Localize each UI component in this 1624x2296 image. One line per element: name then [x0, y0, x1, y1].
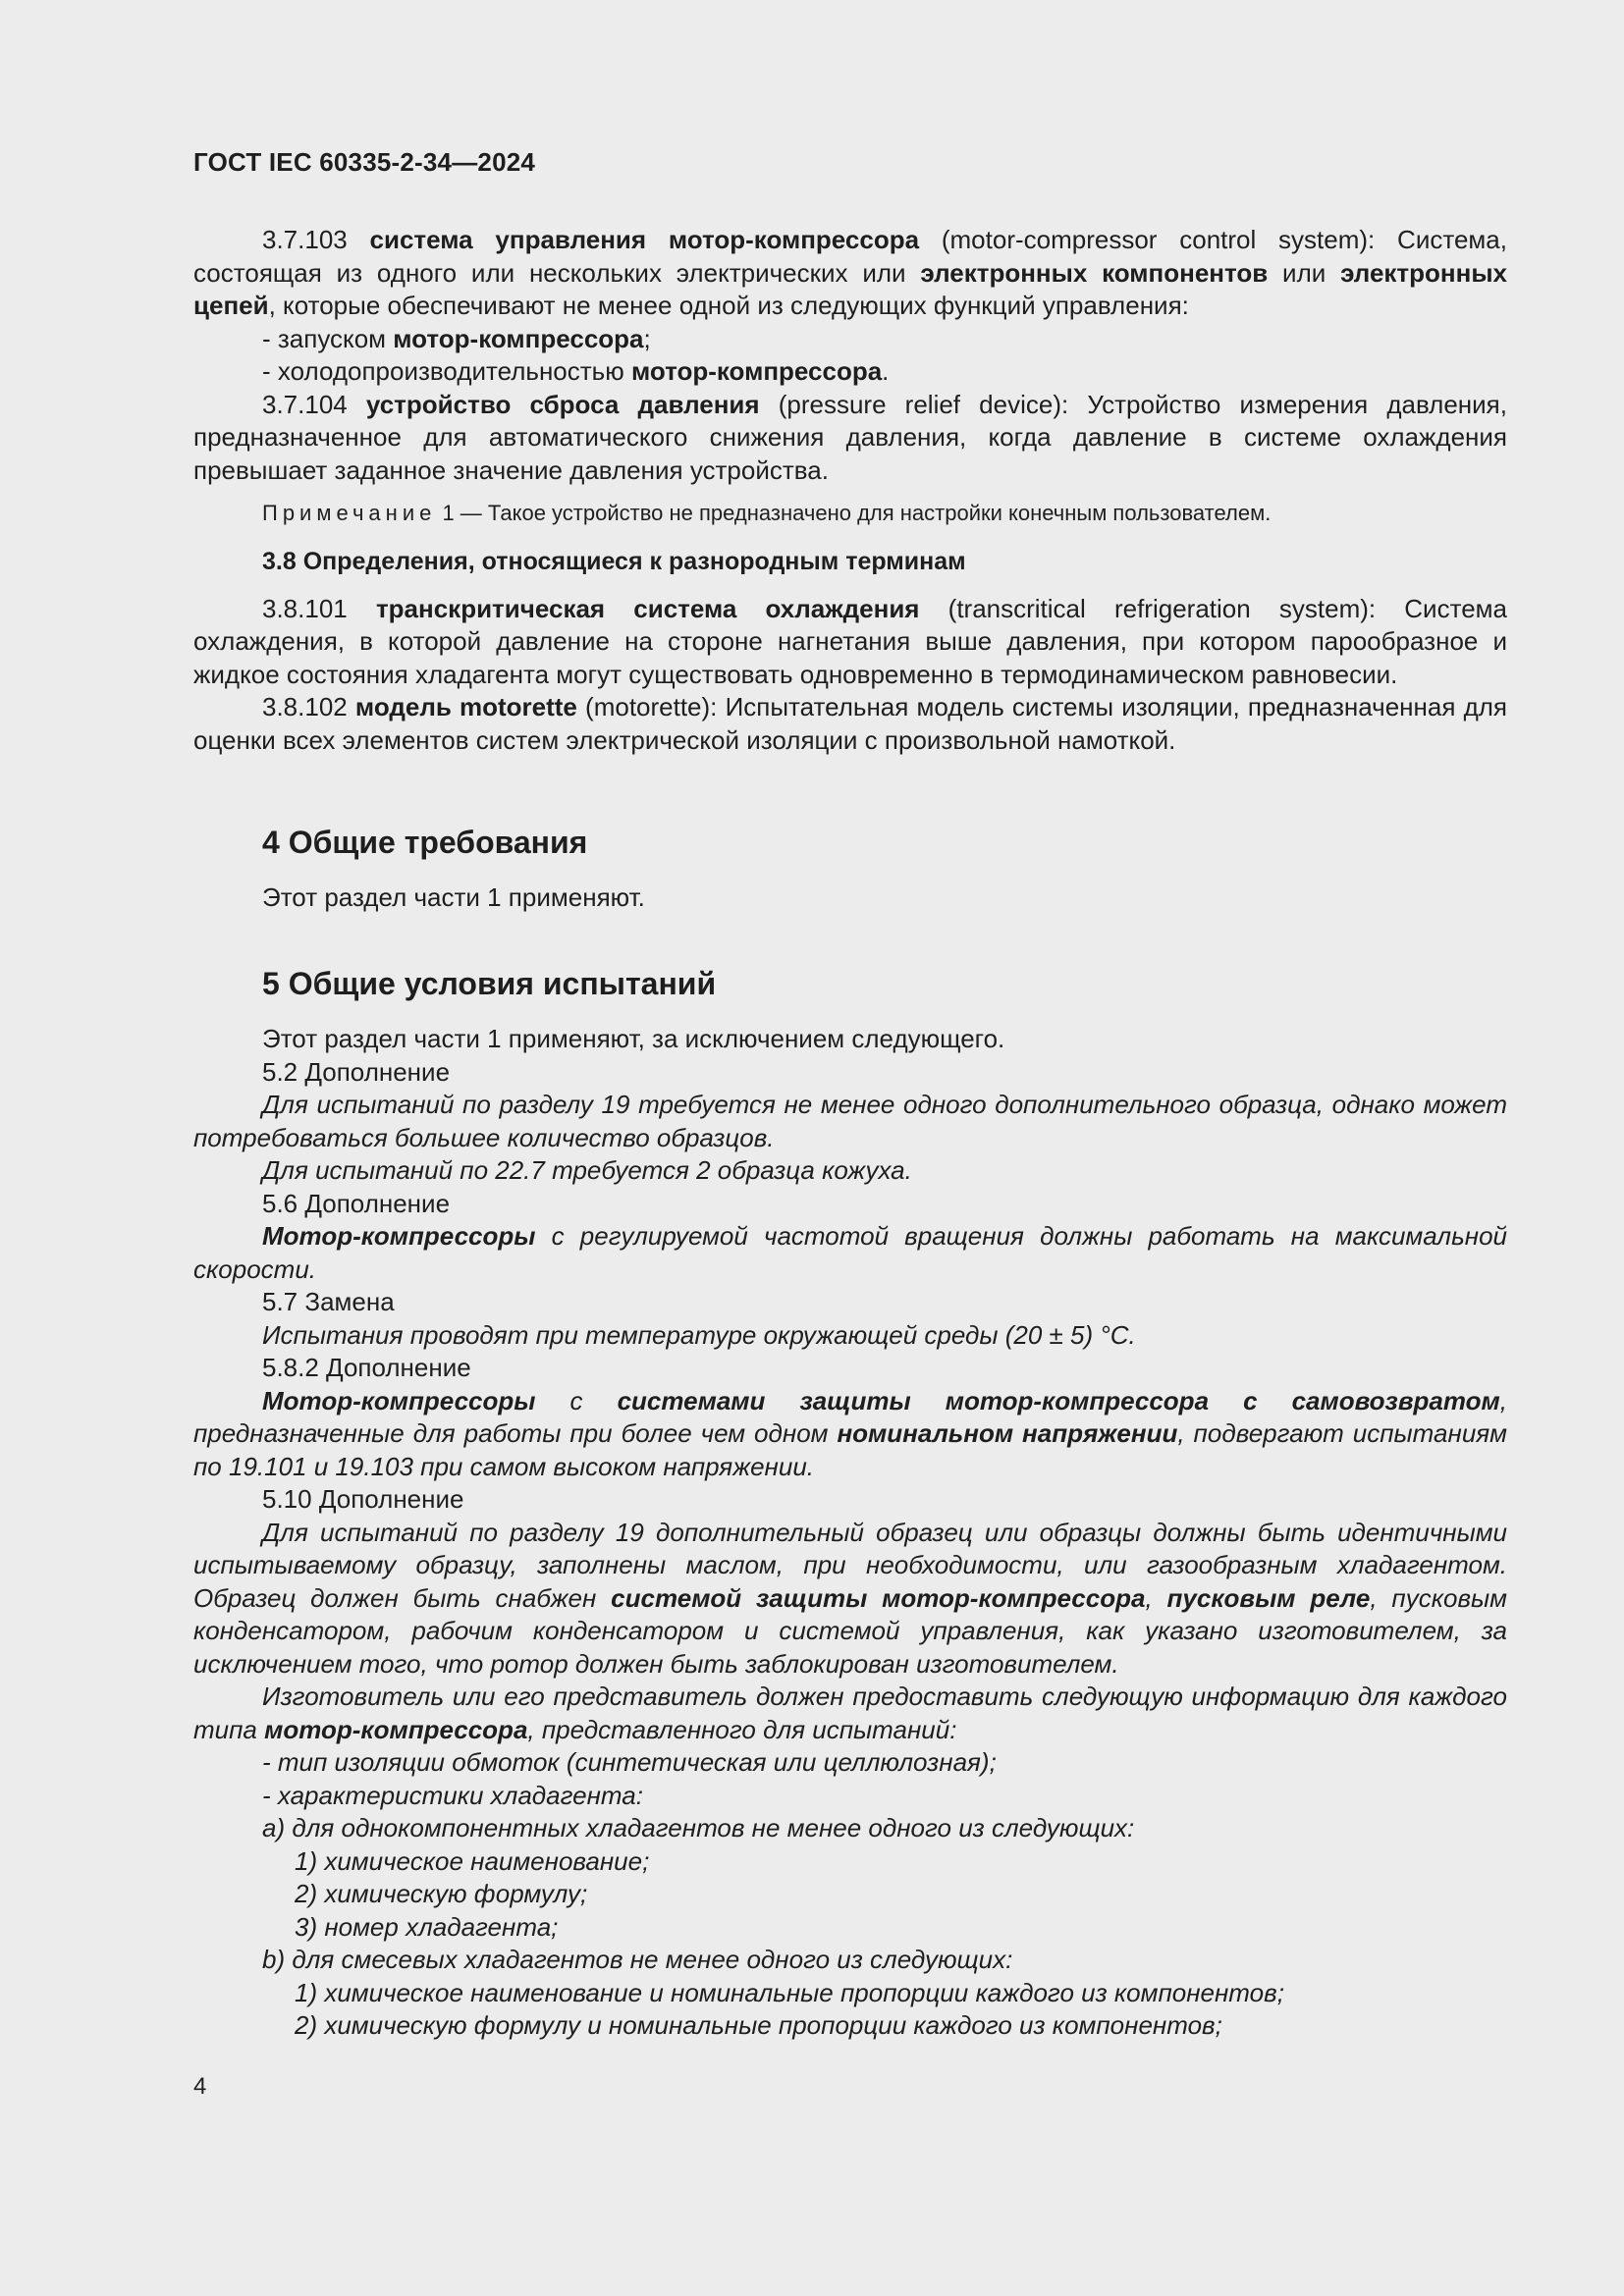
term-ref: Мотор-компрессоры: [262, 1385, 536, 1415]
definition-text: или: [1268, 257, 1341, 288]
list-item: a) для однокомпонентных хладагентов не менее одного из следующих:: [262, 1813, 1135, 1842]
paragraph: Для испытаний по 22.7 требуется 2 образца кожуха.: [262, 1155, 912, 1185]
item-text: ;: [643, 323, 651, 353]
clause-number: 3.8.102: [262, 692, 355, 721]
term-ref: системами защиты мотор-компрессора с самовозвратом: [617, 1385, 1500, 1415]
paragraph-text: с регулируемой частотой вращения должны работать на максимальной скорости.: [193, 1221, 1507, 1284]
paragraph-text: , пусковым конденсатором, рабочим конденсатором и системой управления, как указано изготовителем, за исключением того, что ротор должен быть заблокирован изготовителем.: [193, 1582, 1507, 1679]
list-item: [193, 323, 1507, 356]
term-ref: мотор-компрессора: [264, 1714, 528, 1744]
note: [193, 499, 1507, 528]
paragraph: [193, 1220, 1507, 1286]
definitions-block: [193, 224, 1507, 757]
paragraph-text: ,: [1145, 1582, 1167, 1613]
definition-text: (pressure relief device): Устройство измерения давления, предназначенное для автоматического снижения давления, когда давление в системе охлаждения превышает заданное значение давления устройства.: [193, 389, 1507, 485]
term: модель motorette: [354, 692, 577, 721]
clause-head-5-10: 5.10 Дополнение: [262, 1484, 464, 1514]
item-text: - запуском: [262, 323, 394, 353]
term: система управления мотор-компрессора: [369, 225, 920, 254]
section-5: [193, 964, 1507, 2043]
paragraph-text: Изготовитель или его представитель должен предоставить следующую информацию для каждого типа: [193, 1682, 1507, 1744]
paragraph: Этот раздел части 1 применяют.: [262, 882, 645, 912]
section-title: 4 Общие требования: [262, 825, 588, 860]
list-item: - тип изоляции обмоток (синтетическая или целлюлозная);: [262, 1747, 997, 1777]
term-ref: номинальном напряжении: [837, 1418, 1178, 1448]
paragraph: [193, 1681, 1507, 1746]
paragraph: [193, 1517, 1507, 1682]
paragraph: Для испытаний по разделу 19 требуется не менее одного дополнительного образца, однако может потребоваться большее количество образцов.: [193, 1090, 1507, 1152]
paragraph-text: Для испытаний по разделу 19 дополнительный образец или образцы должны быть идентичными испытываемому образцу, заполнены маслом, при необходимости, или газообразным хладагентом. Образец должен быть снабжен: [193, 1517, 1507, 1613]
definition-3-8-101: [193, 593, 1507, 692]
list-item: [193, 355, 1507, 389]
definition-3-7-104: [193, 389, 1507, 488]
list-item: 1) химическое наименование;: [295, 1845, 650, 1876]
list-item: b) для смесевых хладагентов не менее одного из следующих:: [262, 1945, 1013, 1974]
document-header: ГОСТ IEC 60335-2-34—2024: [193, 147, 536, 177]
paragraph-text: с: [535, 1385, 618, 1415]
definition-3-7-103: [193, 224, 1507, 323]
term-ref: мотор-компрессора: [630, 356, 883, 386]
term-ref: Мотор-компрессоры: [262, 1221, 536, 1251]
clause-head-5-8-2: 5.8.2 Дополнение: [262, 1353, 471, 1382]
section-title: 5 Общие условия испытаний: [262, 966, 717, 1001]
page-number: 4: [193, 2073, 207, 2100]
list-item: 1) химическое наименование и номинальные пропорции каждого из компонентов;: [295, 1977, 1284, 2007]
paragraph-text: , предназначенные для работы при более чем одном: [193, 1385, 1507, 1448]
definition-text: (motorette): Испытательная модель системы изоляции, предназначенная для оценки всех элементов систем электрической изоляции с произвольной намоткой.: [193, 692, 1507, 755]
list-item: 2) химическую формулу и номинальные пропорции каждого из компонентов;: [295, 2010, 1222, 2040]
item-text: - холодопроизводительностью: [262, 356, 631, 386]
note-text: 1 — Такое устройство не предназначено для настройки конечным пользователем.: [436, 501, 1272, 525]
clause-head-5-2: 5.2 Дополнение: [262, 1056, 451, 1087]
list-item: 3) номер хладагента;: [295, 1911, 559, 1942]
term-ref: системой защиты мотор-компрессора: [611, 1582, 1146, 1613]
section-4: [193, 823, 1507, 915]
item-text: .: [882, 356, 890, 386]
paragraph-text: , подвергают испытаниям по 19.101 и 19.103 при самом высоком напряжении.: [193, 1418, 1507, 1481]
definition-3-8-102: [193, 691, 1507, 757]
definition-text: (motor-compressor control system): Система, состоящая из одного или нескольких электрических или: [193, 225, 1507, 288]
term-ref: электронных цепей: [193, 257, 1508, 320]
definition-text: (transcritical refrigeration system): Система охлаждения, в которой давление на стороне нагнетания выше давления, при котором парообразное и жидкое состояния хладагента могут существовать одновременно в термодинамическом равновесии.: [193, 593, 1507, 689]
term-ref: пусковым реле: [1166, 1582, 1371, 1613]
clause-number: 3.8.101: [262, 593, 376, 623]
term: устройство сброса давления: [365, 389, 760, 419]
term-ref: электронных компонентов: [920, 257, 1269, 288]
clause-number: 3.7.103: [262, 225, 370, 254]
subsection-title-3-8: 3.8 Определения, относящиеся к разнородным терминам: [262, 548, 966, 575]
definition-text: , которые обеспечивают не менее одной из следующих функций управления:: [268, 291, 1189, 320]
term-ref: мотор-компрессора: [393, 323, 644, 353]
paragraph: [193, 1385, 1507, 1484]
list-item: 2) химическую формулу;: [295, 1879, 588, 1908]
paragraph-text: , представленного для испытаний:: [527, 1714, 957, 1744]
note-label: Примечание: [262, 501, 437, 525]
clause-head-5-6: 5.6 Дополнение: [262, 1188, 451, 1218]
paragraph: Этот раздел части 1 применяют, за исключением следующего.: [262, 1024, 1005, 1053]
term: транскритическая система охлаждения: [375, 593, 920, 623]
list-item: - характеристики хладагента:: [262, 1780, 643, 1810]
clause-head-5-7: 5.7 Замена: [262, 1287, 395, 1316]
paragraph: Испытания проводят при температуре окружающей среды (20 ± 5) °С.: [262, 1319, 1136, 1350]
clause-number: 3.7.104: [262, 389, 366, 419]
